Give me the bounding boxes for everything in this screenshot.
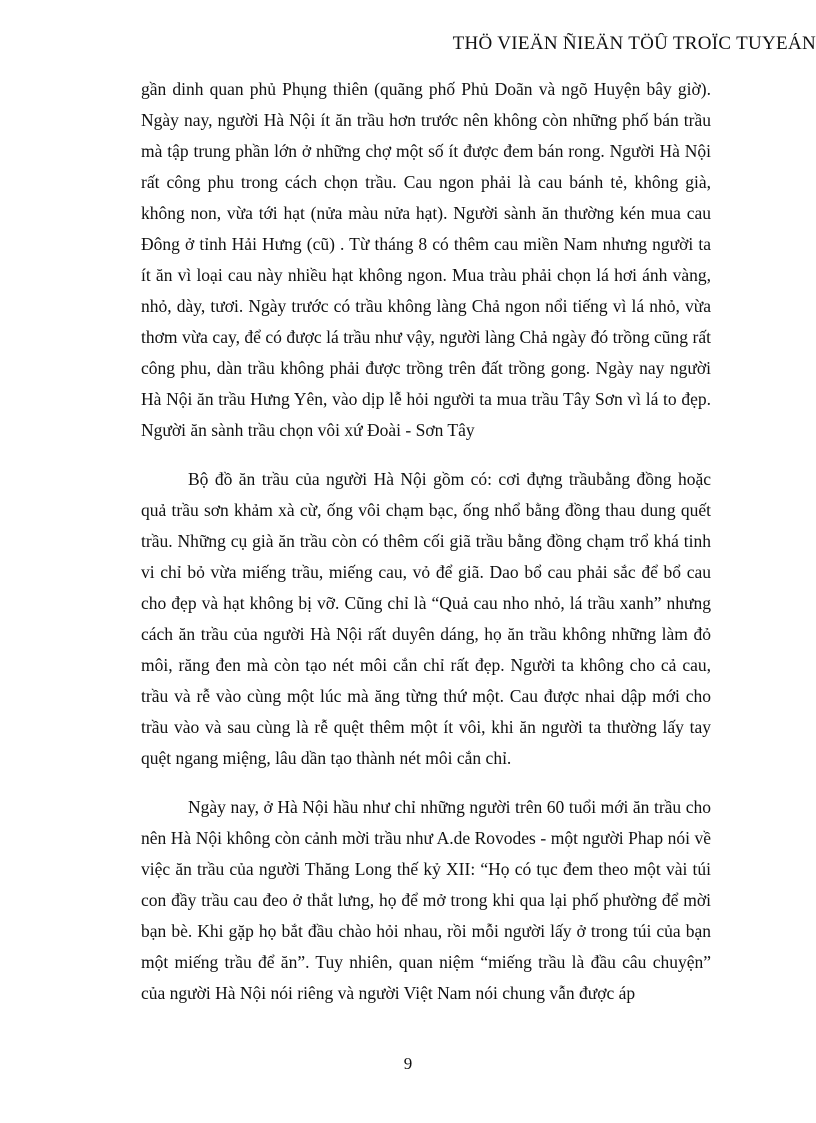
page-number: 9 xyxy=(403,1054,413,1073)
paragraph-2: Bộ đồ ăn trầu của người Hà Nội gồm có: cơi đựng trầubằng đồng hoặc quả trầu sơn khảm xà cừ, ống vôi chạm bạc, ống nhổ bằng đồng thau dung quết trầu. Những cụ già ăn trầu còn có thêm cối giã trầu bằng đồng chạm trổ khá tinh vi chỉ bỏ vừa miếng trầu, miếng cau, vỏ để giã. Dao bổ cau phải sắc để bổ cau cho đẹp và hạt không bị vỡ. Cũng chỉ là “Quả cau nho nhỏ, lá trầu xanh” nhưng cách ăn trầu của người Hà Nội rất duyên dáng, họ ăn trầu không những làm đỏ môi, răng đen mà còn tạo nét môi cắn chỉ rất đẹp. Người ta không cho cả cau, trầu và rễ vào cùng một lúc mà ăng từng thứ một. Cau được nhai dập mới cho trầu vào và sau cùng là rễ quệt thêm một ít vôi, khi ăn người ta thường lấy tay quệt ngang miệng, lâu dần tạo thành nét môi cắn chỉ. xyxy=(141,469,711,768)
body-text xyxy=(141,74,711,1009)
paragraph-1: gần dinh quan phủ Phụng thiên (quãng phố Phủ Doãn và ngõ Huyện bây giờ). Ngày nay, người Hà Nội ít ăn trầu hơn trước nên không còn những phố bán trầu mà tập trung phần lớn ở những chợ một số ít được đem bán rong. Người Hà Nội rất công phu trong cách chọn trầu. Cau ngon phải là cau bánh tẻ, không già, không non, vừa tới hạt (nửa màu nửa hạt). Người sành ăn thường kén mua cau Đông ở tỉnh Hải Hưng (cũ) . Từ tháng 8 có thêm cau miền Nam nhưng người ta ít ăn vì loại cau này nhiều hạt không ngon. Mua tràu phải chọn lá hơi ánh vàng, nhỏ, dày, tươi. Ngày trước có trầu không làng Chả ngon nổi tiếng vì lá nhỏ, vừa thơm vừa cay, để có được lá trầu như vậy, người làng Chả ngày đó trồng cũng rất công phu, dàn trầu không phải được trồng trên đất trồng gong. Ngày nay người Hà Nội ăn trầu Hưng Yên, vào dịp lễ hỏi người ta mua trầu Tây Sơn vì lá to đẹp. Người ăn sành trầu chọn vôi xứ Đoài - Sơn Tây xyxy=(141,79,711,440)
running-header: THÖ VIEÄN ÑIEÄN TÖÛ TROÏC TUYEÁN xyxy=(452,33,816,54)
paragraph-3: Ngày nay, ở Hà Nội hầu như chỉ những người trên 60 tuổi mới ăn trầu cho nên Hà Nội không còn cảnh mời trầu như A.de Rovodes - một người Phap nói về việc ăn trầu của người Thăng Long thế kỷ XII: “Họ có tục đem theo một vài túi con đầy trầu cau đeo ở thắt lưng, họ để mở trong khi qua lại phố phường để mời bạn bè. Khi gặp họ bắt đầu chào hỏi nhau, rồi mỗi người lấy ở trong túi của bạn một miếng trầu để ăn”. Tuy nhiên, quan niệm “miếng trầu là đầu câu chuyện” của người Hà Nội nói riêng và người Việt Nam nói chung vẫn được áp xyxy=(141,797,711,1003)
